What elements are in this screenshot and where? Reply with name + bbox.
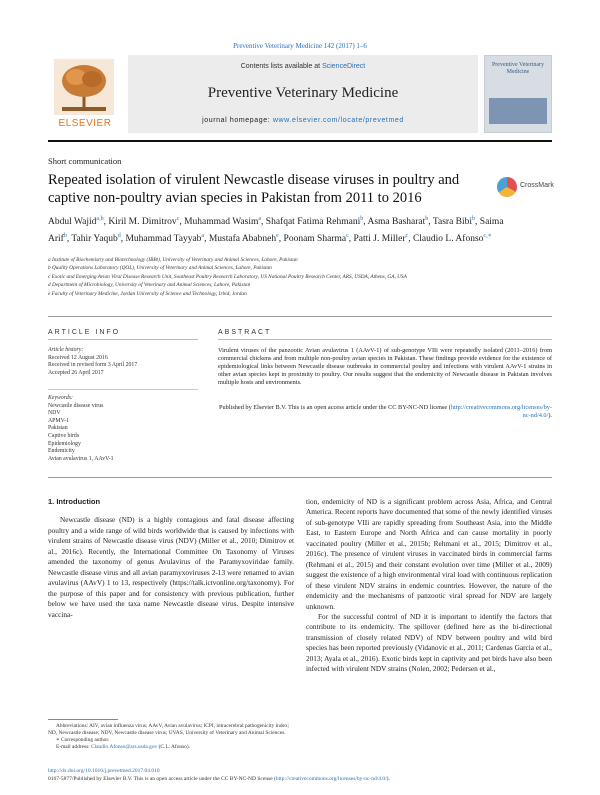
footnote-rule <box>48 719 118 720</box>
journal-citation[interactable]: Preventive Veterinary Medicine 142 (2017) 1–6 <box>233 42 367 50</box>
author-affiliation-marker[interactable]: d <box>117 233 121 240</box>
history-item: Received in revised form 3 April 2017 <box>48 362 138 369</box>
elsevier-wordmark: ELSEVIER <box>58 118 112 129</box>
keyword: Pakistan <box>48 425 68 432</box>
author-name[interactable]: Shafqat Fatima Rehmani <box>265 217 361 228</box>
info-divider <box>48 316 552 317</box>
sciencedirect-link[interactable]: ScienceDirect <box>322 63 366 70</box>
cover-band <box>489 98 547 124</box>
keyword: Epidemiology <box>48 440 81 447</box>
body-divider <box>48 477 552 478</box>
crossmark-icon <box>497 177 517 197</box>
history-item: Accepted 26 April 2017 <box>48 369 104 376</box>
license-link[interactable]: http://creativecommons.org/licenses/by-nc-nd/4.0/ <box>450 404 552 420</box>
author-name[interactable]: Muhammad Tayyab <box>125 234 202 245</box>
keyword: APMV-1 <box>48 417 70 424</box>
journal-cover-thumbnail[interactable] <box>484 55 552 133</box>
affiliation: c Exotic and Emerging Avian Viral Disease Research Unit, Southeast Poultry Research Laboratory, US National Poultry Research Center, ARS, USDA, Athens, GA, USA <box>48 273 407 280</box>
abstract-rule <box>218 339 552 340</box>
elsevier-logo[interactable] <box>48 55 122 133</box>
email-note: E-mail address: Claudio.Afonso@ars.usda.gov (C.L. Afonso). <box>56 744 191 750</box>
author-affiliation-marker[interactable]: c <box>405 233 409 240</box>
author-affiliation-marker[interactable]: a <box>201 233 205 240</box>
author-name[interactable]: Saima Arif <box>48 217 504 245</box>
history-divider <box>48 389 198 390</box>
journal-title: Preventive Veterinary Medicine <box>207 85 399 101</box>
journal-homepage-link[interactable]: www.elsevier.com/locate/prevetmed <box>272 117 404 124</box>
history-item: Received 12 August 2016 <box>48 354 108 361</box>
affiliation: d Department of Microbiology, University of Veterinary and Animal Sciences, Lahore, Pakistan <box>48 282 251 289</box>
journal-masthead <box>48 55 552 137</box>
author-affiliation-marker[interactable]: c <box>346 233 349 240</box>
body-right-column <box>306 497 552 675</box>
history-label: Article history: <box>48 347 84 353</box>
affiliations <box>48 257 528 299</box>
keyword: Endemicity <box>48 448 75 455</box>
doi-link[interactable]: http://dx.doi.org/10.1016/j.prevetmed.2017.04.010 <box>48 768 160 774</box>
masthead-center <box>128 55 478 133</box>
article-title: Repeated isolation of virulent Newcastle disease viruses in poultry and captive non-poultry avian species in Pakistan from 2011 to 2016 <box>48 172 460 206</box>
journal-homepage: journal homepage: www.elsevier.com/locate/prevetmed <box>202 117 404 124</box>
bottom-info <box>48 768 552 783</box>
keyword: Newcastle disease virus <box>48 402 104 409</box>
body-left-column <box>48 497 294 620</box>
affiliation: e Faculty of Veterinary Medicine, Jordan University of Science and Technology, Irbid, Jordan <box>48 290 247 297</box>
email-link[interactable]: Claudio.Afonso@ars.usda.gov <box>91 744 158 750</box>
top-divider <box>48 140 552 142</box>
footnotes <box>48 723 294 751</box>
author-name[interactable]: Mustafa Ababneh <box>208 234 277 245</box>
author-name[interactable]: Tasra Bibi <box>432 217 473 228</box>
affiliation: b Quality Operations Laboratory (QOL), University of Veterinary and Animal Sciences, Lahore, Pakistan <box>48 265 272 272</box>
article-info-rule <box>48 339 198 340</box>
article-history <box>48 347 198 377</box>
body-paragraph: tion, endemicity of ND is a significant problem across Asia, Africa, and Central America. Recent reports have documented that some of the newly identified viruses of sub-genotype VIIi are rapidly spreading from Southeast Asia, into the Middle East, to Eastern Europe and North Africa and can cause mortality in poorly vaccinated poultry (Miller et al., 2015b; Rehmani et al., 2015; Dimitrov et al., 2016c). The presence of virulent viruses in vaccinated birds in commercial farms (Rehmani et al., 2015) and their constant evolution over time (Miller et al., 2009) suggest the existence of a high environmental viral load with continuous replication of these virulent NDV strains in endemic countries. However, the nature of the endemicity and the mechanisms of panzootic viral spread for NDV are largely unknown. <box>306 497 552 611</box>
crossmark-label: CrossMark <box>520 182 554 189</box>
author-affiliation-marker[interactable]: e <box>276 233 279 240</box>
copyright-license-link[interactable]: http://creativecommons.org/licenses/by-nc-nd/4.0/ <box>275 775 387 782</box>
article-type: Short communication <box>48 156 122 166</box>
body-paragraph: For the successful control of ND it is important to identify the factors that contribute to its endemicity. The spillover (defined here as the bi-directional transmission of closely related NDV) of NDV between poultry and wild bird species has been reported previously (Vidanovic et al., 2011; Cardenas Garcia et al., 2013; Ayala et al., 2016). Exotic birds kept in captivity and pet birds have also been infected with virulent NDV strains (Nolen, 2002; Pedersen et al., <box>306 611 552 674</box>
author-name[interactable]: Abdul Wajid <box>48 217 97 228</box>
author-list: Abdul Wajid$^{a,b}$, Kiril M. Dimitrov$^c$, Muhammad Wasim$^a$, Shafqat Fatima Rehmani$^b$, Asma Basharat$^b$, Tasra Bibi$^b$, Saima Arif$^b$, Tahir Yaqub$^d$, Muhammad Tayyab$^a$, Mustafa Ababneh$^e$, Poonam Sharma$^c$, Patti J. Miller$^c$, Claudio L. Afonso$^{c,∗}$ <box>48 216 504 245</box>
author-name[interactable]: Muhammad Wasim <box>184 217 259 228</box>
introduction-heading: 1. Introduction <box>48 497 101 506</box>
elsevier-tree-icon <box>54 59 114 115</box>
cover-title: Preventive Veterinary Medicine <box>491 62 545 75</box>
author-affiliation-marker[interactable]: a <box>258 216 262 222</box>
keyword: Captive birds <box>48 432 80 439</box>
author-name[interactable]: Tahir Yaqub <box>71 234 118 245</box>
author-name[interactable]: Kiril M. Dimitrov <box>108 217 177 228</box>
author-affiliation-marker[interactable]: b <box>360 216 364 222</box>
abbreviations-note: Abbreviations: AIV, avian influenza virus; AAvV, Avian avulavirus; ICPI, intracerebral pathogenicity index; ND, Newcastle disease; NDV, Newcastle disease virus; UVAS, University of Veterinary and Animal Sciences. <box>48 723 290 736</box>
author-affiliation-marker[interactable]: a,b <box>96 216 104 222</box>
author-name[interactable]: Claudio L. Afonso <box>412 234 484 245</box>
author-affiliation-marker[interactable]: c <box>176 216 180 222</box>
author-affiliation-marker[interactable]: c,∗ <box>483 233 492 240</box>
abstract-heading: ABSTRACT <box>218 329 272 336</box>
corresponding-author-note: ∗ Corresponding author. <box>56 737 110 743</box>
author-name[interactable]: Poonam Sharma <box>283 234 347 245</box>
keywords-label: Keywords: <box>48 395 73 401</box>
license-note: Published by Elsevier B.V. This is an open access article under the CC BY-NC-ND license (http://creativecommons.org/licenses/by-nc-nd/4.0/). <box>219 404 552 420</box>
introduction-paragraph: Newcastle disease (ND) is a highly contagious and fatal disease affecting poultry and a wide range of wild birds worldwide that is caused by infections with virulent strains of Newcastle disease virus (NDV) (Miller et al., 2010; Dimitrov et al., 2016c). Recently, the International Committee On Taxonomy of Viruses amended the taxonomy of genus Avulavirus of the Paramyxoviridae family. Newcastle disease virus and all avian paramyxoviruses 2-13 were renamed to avian avulavirus (AAvV) 1 to 13, respectively (https://talk.ictvonline.org/taxonomy). For the purpose of this paper and for consistency with previous publication, further below we have used the taxa name Newcastle disease virus. Despite intensive vaccina- <box>48 515 294 619</box>
crossmark-badge[interactable] <box>497 175 557 201</box>
keywords <box>48 395 198 463</box>
affiliation: a Institute of Biochemistry and Biotechnology (IBBt), University of Veterinary and Animal Sciences, Lahore, Pakistan <box>48 257 298 263</box>
keyword: NDV <box>48 410 61 417</box>
author-affiliation-marker[interactable]: b <box>63 233 67 240</box>
contents-line: Contents lists available at ScienceDirect <box>240 63 366 70</box>
keyword: Avian avulavirus 1, AAvV-1 <box>48 455 114 462</box>
article-info-heading: ARTICLE INFO <box>48 329 121 336</box>
abstract-text: Virulent viruses of the panzootic Avian avulavirus 1 (AAvV-1) of sub-genotype VIIi were repeatedly isolated (2011–2016) from commercial chickens and from multiple non-poultry avian species in Pakistan. These findings provide evidence for the existence of epidemiological links between Newcastle disease outbreaks in commercial poultry and infections with virulent AAvV-1 strains in other avian species kept in proximity to poultry. Our results suggest that the endemicity of Newcastle disease in Pakistan involves multiple hosts and environments. <box>218 347 552 387</box>
author-name[interactable]: Asma Basharat <box>367 217 426 228</box>
copyright-line: 0167-5877/Published by Elsevier B.V. This is an open access article under the CC BY-NC-ND license (http://creativecommons.org/licenses/by-nc-nd/4.0/). <box>48 775 390 782</box>
author-name[interactable]: Patti J. Miller <box>353 234 406 245</box>
author-affiliation-marker[interactable]: b <box>425 216 429 222</box>
author-affiliation-marker[interactable]: b <box>472 216 476 222</box>
